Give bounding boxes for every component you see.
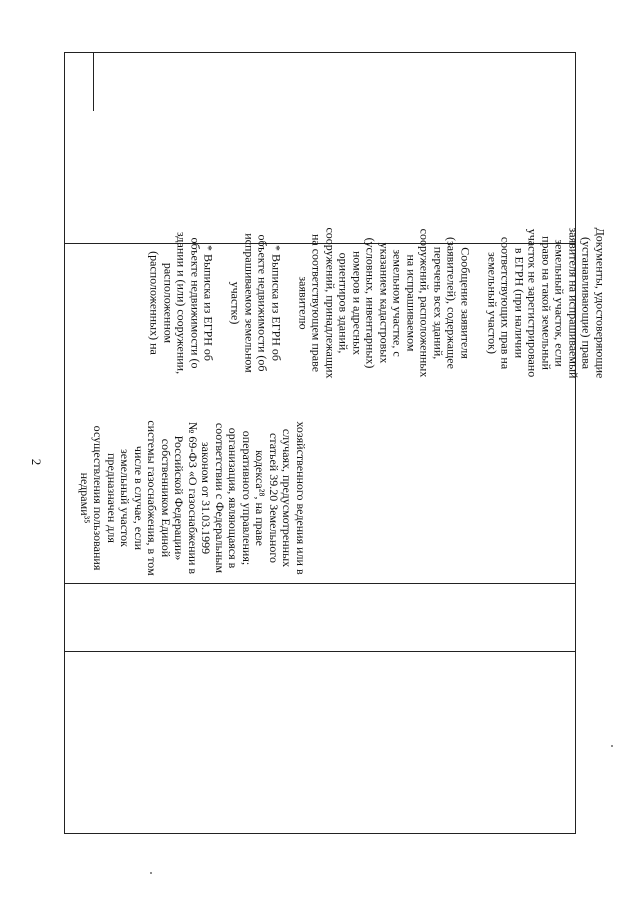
documents-cell: Документы, удостоверяющие (устанавливающие) права заявителя на испрашиваемый земельный участок, если право на такой земельный участок не зарегистрировано в ЕГРН (при наличии соответствующих прав на земельный участок) Сообщение заявителя (заявителей), содержащее перечень всех зданий, сооружений, расположенных на испрашиваемом земельном участке, с указанием кадастровых (условных, инвентарных) номеров и адресных ориентиров зданий, сооружений, принадлежащих на соответствующем праве заявителю * Выписка из ЕГРН об объекте недвижимости (об испрашиваемом земельном участке) * Выписка из ЕГРН об объекте недвижимости (о здании и (или) сооружении, расположенном (расположенных) на [148,227,608,379]
column-divider-left [93,53,94,111]
requirements-table [64,52,608,834]
basis-cell: хозяйственного ведения или в случаях, предусмотренных статьей 39.20 Земельного кодекса²⁸, на праве оперативного управления; организация, являющаяся в соответствии с Федеральным законом от 31.03.1999 № 69-ФЗ «О газоснабжении в Российской Федерации» собственником Единой системы газоснабжения, в том числе в случае, если земельный участок предназначен для осуществления пользования недрами³⁵ [77,420,308,576]
page-number: 2 [29,458,44,466]
scan-speck [611,745,613,747]
scan-speck [150,872,152,874]
row-divider-empty [65,651,575,652]
